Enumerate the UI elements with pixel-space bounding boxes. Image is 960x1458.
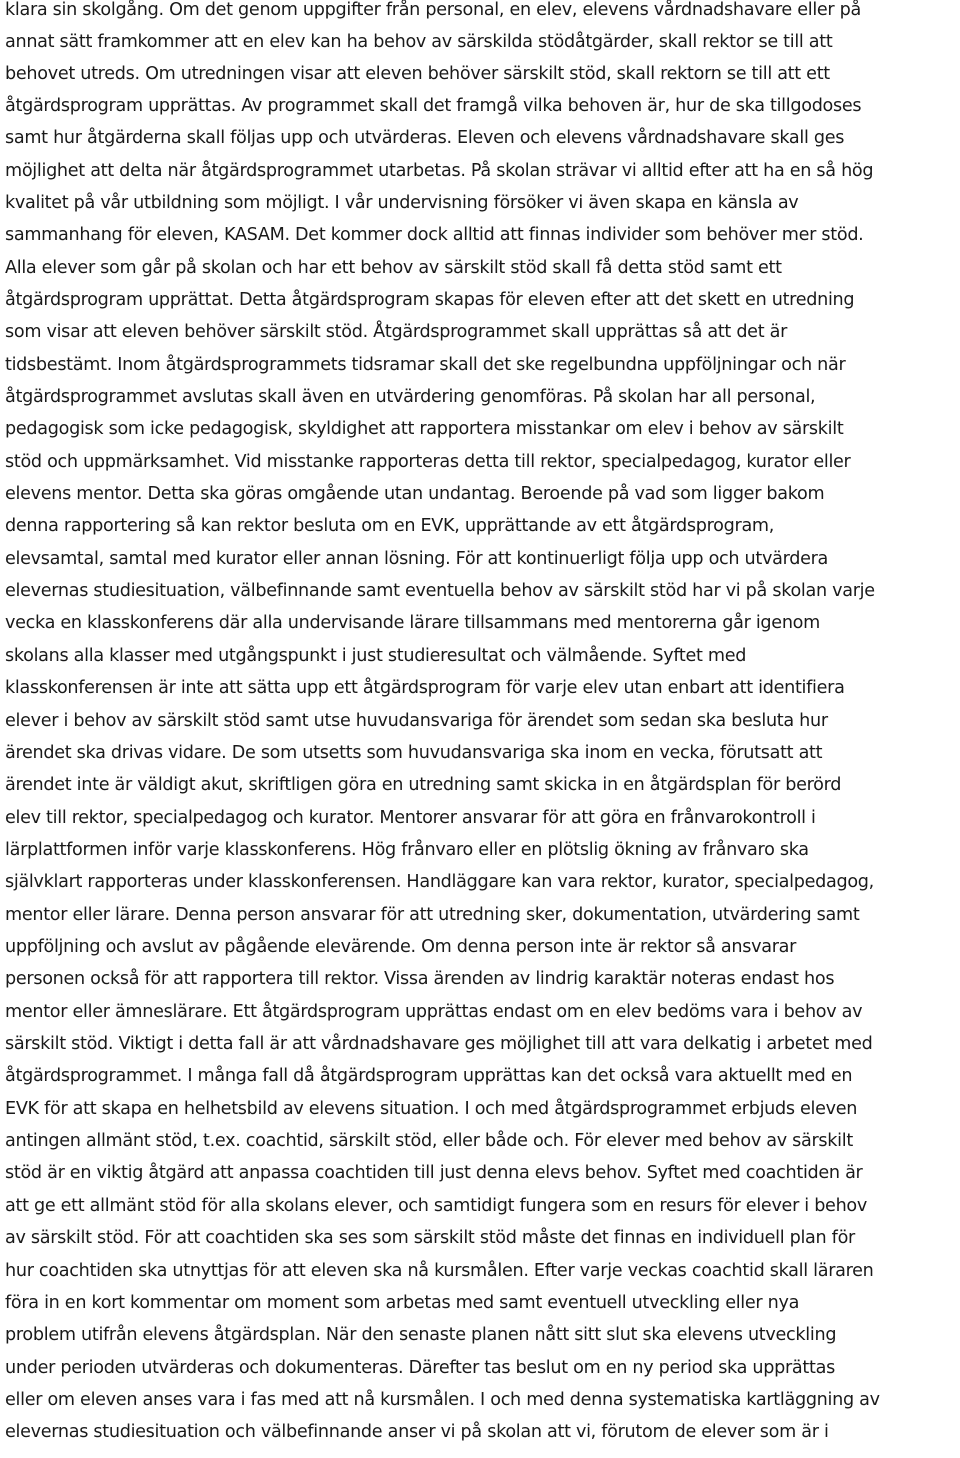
text-line: möjlighet att delta när åtgärdsprogrammet utarbetas. På skolan strävar vi alltid efter att ha en så hög	[5, 161, 874, 181]
text-line: självklart rapporteras under klasskonferensen. Handläggare kan vara rektor, kurator, specialpedagog,	[5, 872, 874, 892]
text-line: lärplattformen inför varje klasskonferens. Hög frånvaro eller en plötslig ökning av frånvaro ska	[5, 840, 809, 860]
text-line: samt hur åtgärderna skall följas upp och utvärderas. Eleven och elevens vårdnadshavare skall ges	[5, 128, 845, 148]
text-line: särskilt stöd. Viktigt i detta fall är att vårdnadshavare ges möjlighet till att vara delkatig i arbetet med	[5, 1034, 873, 1054]
text-line: personen också för att rapportera till rektor. Vissa ärenden av lindrig karaktär noteras endast hos	[5, 969, 835, 989]
text-line: av särskilt stöd. För att coachtiden ska ses som särskilt stöd måste det finnas en individuell plan för	[5, 1228, 855, 1248]
text-line: elevernas studiesituation och välbefinnande anser vi på skolan att vi, förutom de elever som är i	[5, 1422, 829, 1442]
text-line: elev till rektor, specialpedagog och kurator. Mentorer ansvarar för att göra en frånvarokontroll i	[5, 808, 816, 828]
text-line: vecka en klasskonferens där alla undervisande lärare tillsammans med mentorerna går igenom	[5, 613, 820, 633]
text-line: ärendet inte är väldigt akut, skriftligen göra en utredning samt skicka in en åtgärdsplan för berörd	[5, 775, 842, 795]
text-line: eller om eleven anses vara i fas med att nå kursmålen. I och med denna systematiska kartläggning av	[5, 1390, 880, 1410]
text-line: under perioden utvärderas och dokumenteras. Därefter tas beslut om en ny period ska upprättas	[5, 1358, 835, 1378]
text-line: kvalitet på vår utbildning som möjligt. I vår undervisning försöker vi även skapa en känsla av	[5, 193, 799, 213]
text-line: stöd och uppmärksamhet. Vid misstanke rapporteras detta till rektor, specialpedagog, kurator eller	[5, 452, 851, 472]
text-line: ärendet ska drivas vidare. De som utsetts som huvudansvariga ska inom en vecka, förutsatt att	[5, 743, 823, 763]
text-line: EVK för att skapa en helhetsbild av elevens situation. I och med åtgärdsprogrammet erbjuds eleven	[5, 1099, 858, 1119]
text-line: pedagogisk som icke pedagogisk, skyldighet att rapportera misstankar om elev i behov av särskilt	[5, 419, 844, 439]
text-line: klara sin skolgång. Om det genom uppgifter från personal, en elev, elevens vårdnadshavare eller på	[5, 0, 862, 20]
text-line: uppföljning och avslut av pågående elevärende. Om denna person inte är rektor så ansvarar	[5, 937, 797, 957]
text-line: Alla elever som går på skolan och har ett behov av särskilt stöd skall få detta stöd samt ett	[5, 258, 782, 278]
text-line: problem utifrån elevens åtgärdsplan. När den senaste planen nått sitt slut ska elevens utveckling	[5, 1325, 837, 1345]
text-line: åtgärdsprogrammet avslutas skall även en utvärdering genomföras. På skolan har all personal,	[5, 387, 816, 407]
text-line: att ge ett allmänt stöd för alla skolans elever, och samtidigt fungera som en resurs för elever i behov	[5, 1196, 868, 1216]
text-line: antingen allmänt stöd, t.ex. coachtid, särskilt stöd, eller både och. För elever med behov av särskilt	[5, 1131, 853, 1151]
text-line: denna rapportering så kan rektor besluta om en EVK, upprättande av ett åtgärdsprogram,	[5, 516, 775, 536]
text-line: hur coachtiden ska utnyttjas för att eleven ska nå kursmålen. Efter varje veckas coachtid skall läraren	[5, 1261, 874, 1281]
text-line: klasskonferensen är inte att sätta upp ett åtgärdsprogram för varje elev utan enbart att identifiera	[5, 678, 845, 698]
text-line: stöd är en viktig åtgärd att anpassa coachtiden till just denna elevs behov. Syftet med coachtiden är	[5, 1163, 863, 1183]
text-line: elevens mentor. Detta ska göras omgående utan undantag. Beroende på vad som ligger bakom	[5, 484, 825, 504]
text-line: sammanhang för eleven, KASAM. Det kommer dock alltid att finnas individer som behöver mer stöd.	[5, 225, 864, 245]
text-line: åtgärdsprogrammet. I många fall då åtgärdsprogram upprättas kan det också vara aktuellt med en	[5, 1066, 853, 1086]
text-line: behovet utreds. Om utredningen visar att eleven behöver särskilt stöd, skall rektorn se till att ett	[5, 64, 830, 84]
text-line: mentor eller lärare. Denna person ansvarar för att utredning sker, dokumentation, utvärdering samt	[5, 905, 860, 925]
text-line: skolans alla klasser med utgångspunkt i just studieresultat och välmående. Syftet med	[5, 646, 747, 666]
text-line: tidsbestämt. Inom åtgärdsprogrammets tidsramar skall det ske regelbundna uppföljningar och när	[5, 355, 846, 375]
text-line: elever i behov av särskilt stöd samt utse huvudansvariga för ärendet som sedan ska besluta hur	[5, 711, 828, 731]
text-line: åtgärdsprogram upprättas. Av programmet skall det framgå vilka behoven är, hur de ska tillgodoses	[5, 96, 862, 116]
text-line: mentor eller ämneslärare. Ett åtgärdsprogram upprättas endast om en elev bedöms vara i behov av	[5, 1002, 863, 1022]
text-line: åtgärdsprogram upprättat. Detta åtgärdsprogram skapas för eleven efter att det skett en utredning	[5, 290, 855, 310]
text-line: föra in en kort kommentar om moment som arbetas med samt eventuell utveckling eller nya	[5, 1293, 800, 1313]
text-line: som visar att eleven behöver särskilt stöd. Åtgärdsprogrammet skall upprättas så att det är	[5, 322, 788, 342]
text-line: annat sätt framkommer att en elev kan ha behov av särskilda stödåtgärder, skall rektor se till att	[5, 32, 833, 52]
text-line: elevernas studiesituation, välbefinnande samt eventuella behov av särskilt stöd har vi på skolan varje	[5, 581, 875, 601]
text-line: elevsamtal, samtal med kurator eller annan lösning. För att kontinuerligt följa upp och utvärdera	[5, 549, 829, 569]
